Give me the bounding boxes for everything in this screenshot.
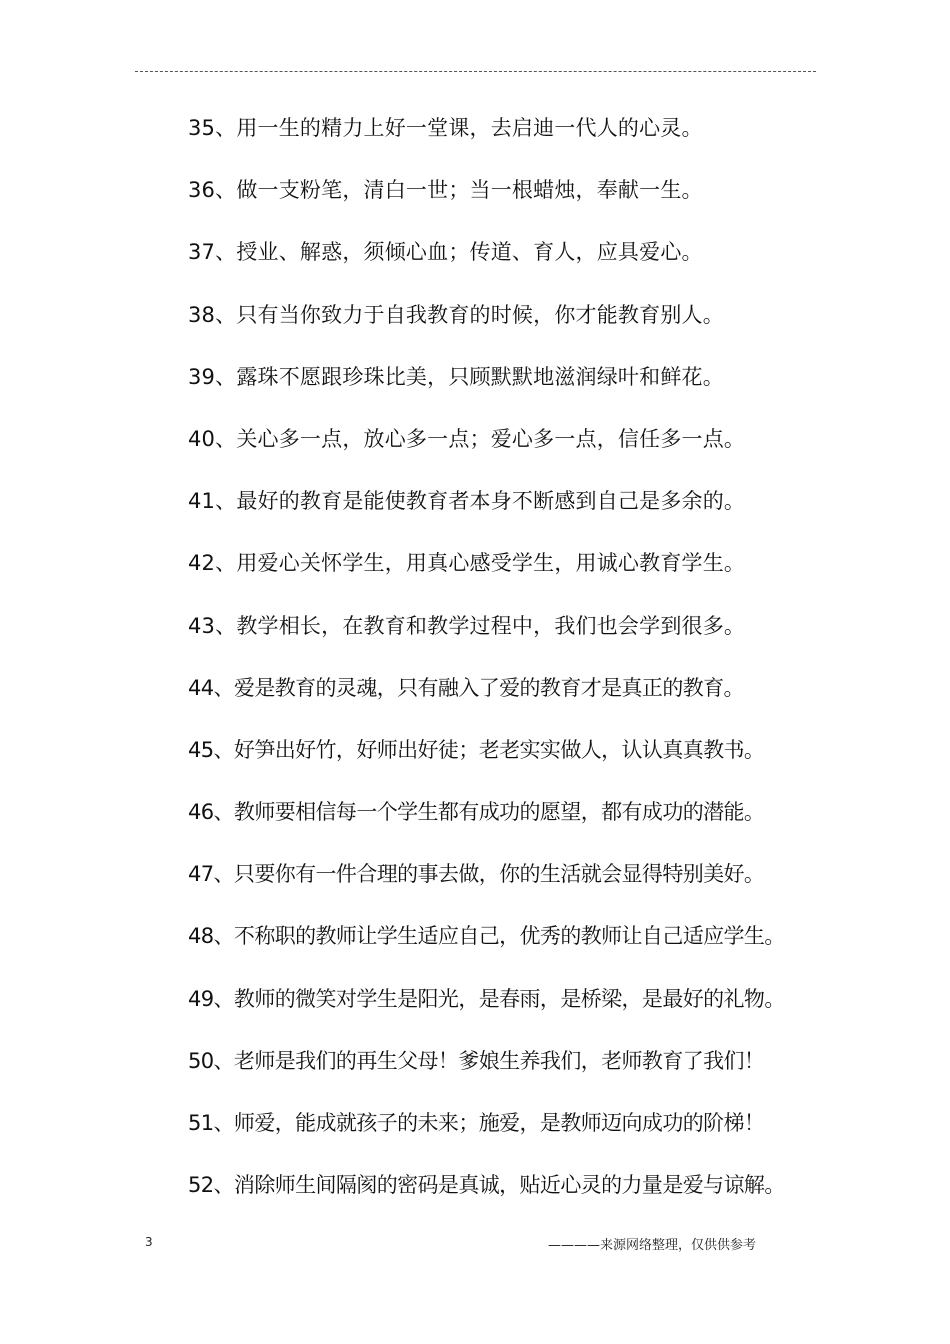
quote-line-37: 37、授业、解惑，须倾心血；传道、育人，应具爱心。 bbox=[188, 240, 703, 265]
quote-line-35: 35、用一生的精力上好一堂课，去启迪一代人的心灵。 bbox=[188, 116, 703, 140]
quote-line-50: 50、老师是我们的再生父母！爹娘生养我们，老师教育了我们！ bbox=[188, 1048, 765, 1073]
header-divider bbox=[135, 71, 816, 72]
quote-line-42: 42、用爱心关怀学生，用真心感受学生，用诚心教育学生。 bbox=[188, 551, 746, 576]
quote-line-39: 39、露珠不愿跟珍珠比美，只顾默默地滋润绿叶和鲜花。 bbox=[188, 364, 724, 389]
quote-line-40: 40、关心多一点，放心多一点；爱心多一点，信任多一点。 bbox=[188, 426, 746, 451]
quote-line-47: 47、只要你有一件合理的事去做，你的生活就会显得特别美好。 bbox=[188, 862, 765, 887]
quote-line-44: 44、爱是教育的灵魂，只有融入了爱的教育才是真正的教育。 bbox=[188, 675, 744, 700]
quote-line-36: 36、做一支粉笔，清白一世；当一根蜡烛，奉献一生。 bbox=[188, 178, 703, 203]
quote-line-49: 49、教师的微笑对学生是阳光，是春雨，是桥梁，是最好的礼物。 bbox=[188, 986, 785, 1011]
quote-line-38: 38、只有当你致力于自我教育的时候，你才能教育别人。 bbox=[188, 302, 724, 327]
quote-line-45: 45、好笋出好竹，好师出好徒；老老实实做人，认认真真教书。 bbox=[188, 737, 765, 762]
quote-line-51: 51、师爱，能成就孩子的未来；施爱，是教师迈向成功的阶梯！ bbox=[188, 1111, 765, 1135]
quote-line-52: 52、消除师生间隔阂的密码是真诚，贴近心灵的力量是爱与谅解。 bbox=[188, 1173, 785, 1198]
quote-line-48: 48、不称职的教师让学生适应自己，优秀的教师让自己适应学生。 bbox=[188, 924, 785, 949]
quote-line-41: 41、最好的教育是能使教育者本身不断感到自己是多余的。 bbox=[188, 489, 746, 514]
quote-line-43: 43、教学相长，在教育和教学过程中，我们也会学到很多。 bbox=[188, 613, 746, 638]
source-note: ————来源网络整理，仅供供参考 bbox=[548, 1238, 757, 1253]
quote-list bbox=[188, 106, 818, 1225]
quote-line-46: 46、教师要相信每一个学生都有成功的愿望，都有成功的潜能。 bbox=[188, 800, 765, 825]
page-number: 3 bbox=[145, 1235, 153, 1249]
